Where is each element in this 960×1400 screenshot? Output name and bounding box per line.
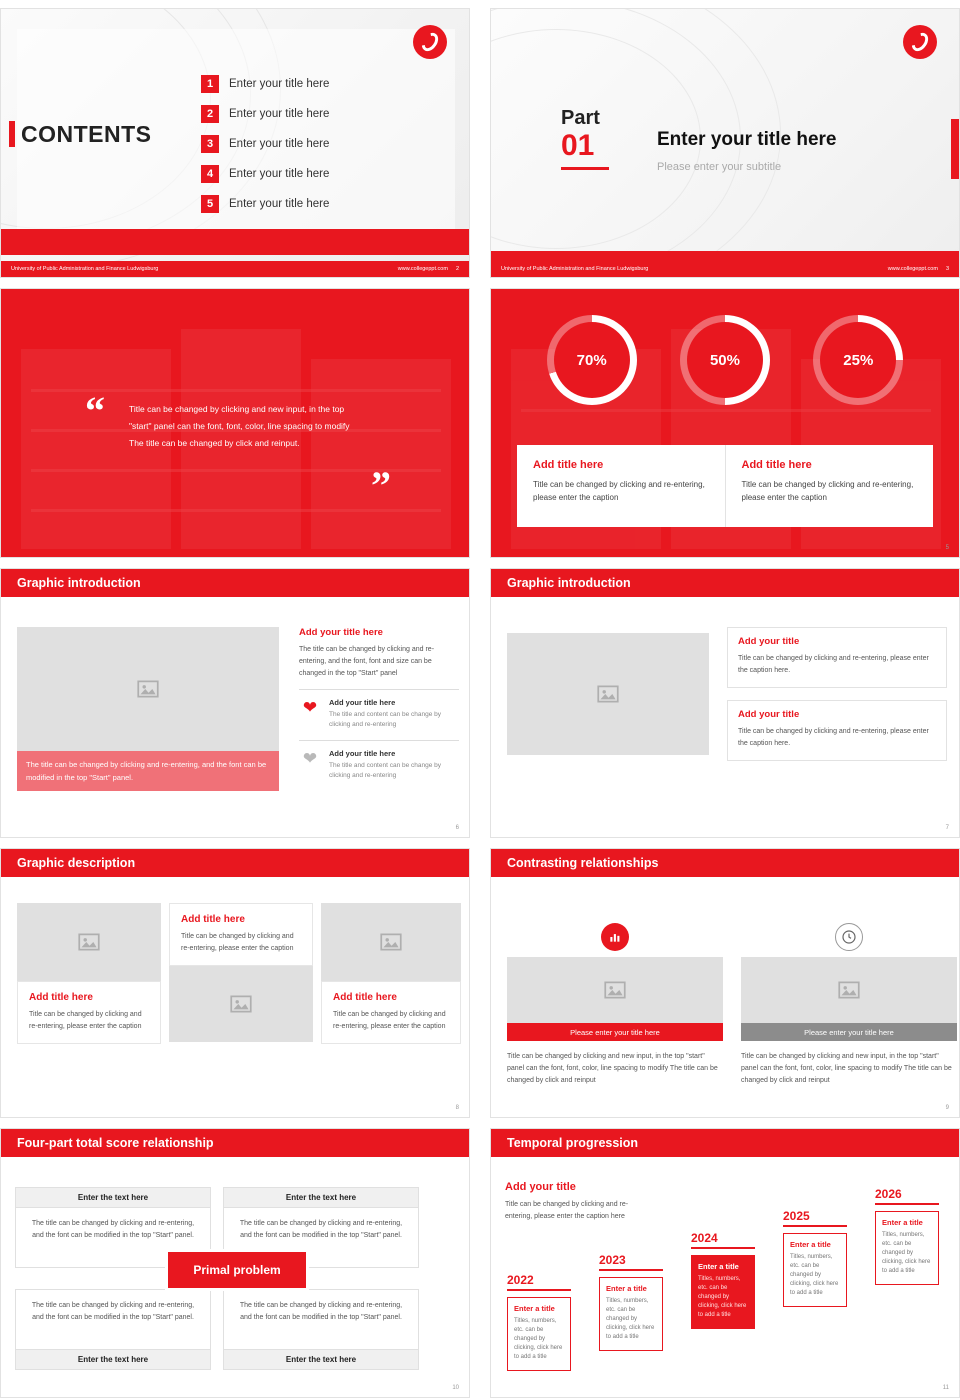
step-card[interactable] xyxy=(507,1297,571,1371)
step-year: 2026 xyxy=(875,1187,902,1201)
timeline-step[interactable] xyxy=(691,1231,755,1329)
header-title: Contrasting relationships xyxy=(507,856,659,870)
text-box[interactable] xyxy=(17,981,161,1044)
step-year: 2025 xyxy=(783,1209,810,1223)
slide-header xyxy=(491,569,959,597)
step-card[interactable] xyxy=(599,1277,663,1351)
image-icon xyxy=(76,929,102,955)
image-placeholder[interactable] xyxy=(169,966,313,1042)
block-text: Title can be changed by clicking and re-entering, please enter the caption here. xyxy=(738,728,929,747)
description: Title can be changed by clicking and new input, in the top "start" panel can the font, font, color, line spacing to modify The title can be changed by click and reinput xyxy=(741,1053,952,1084)
list-item[interactable] xyxy=(201,135,329,153)
info-block[interactable] xyxy=(727,627,947,688)
footer-site: www.collegeppt.com xyxy=(887,266,938,272)
header-title: Temporal progression xyxy=(507,1136,639,1150)
divider xyxy=(299,740,459,741)
info-card[interactable] xyxy=(517,445,725,527)
list-item[interactable] xyxy=(299,698,459,730)
step-text: Titles, numbers, etc. can be changed by clicking, click here to add a title xyxy=(882,1232,931,1274)
step-year: 2024 xyxy=(691,1231,718,1245)
toc-label: Enter your title here xyxy=(229,198,330,210)
step-underline xyxy=(507,1289,571,1291)
image-placeholder[interactable] xyxy=(17,627,279,751)
slide-four-part-relationship[interactable] xyxy=(0,1128,470,1398)
info-card-group xyxy=(517,445,933,527)
accent-band xyxy=(491,251,959,261)
page-title: CONTENTS xyxy=(21,121,152,147)
item-title: Add your title here xyxy=(329,698,396,707)
block-title: Add your title xyxy=(738,636,800,647)
list-item[interactable] xyxy=(201,165,329,183)
slide-header xyxy=(1,1129,469,1157)
quadrant-body: The title can be changed by clicking and re-entering, and the font can be modified in the top "Start" panel. xyxy=(223,1289,419,1349)
accent-bar-right xyxy=(951,119,959,179)
list-item[interactable] xyxy=(201,75,329,93)
section-text: The title can be changed by clicking and re-entering, and the font, font and size can be changed in the top "Start" panel xyxy=(299,646,435,677)
step-text: Titles, numbers, etc. can be changed by clicking, click here to add a title xyxy=(790,1254,839,1296)
quote-open-icon: “ xyxy=(85,388,105,433)
donut-value: 25% xyxy=(843,351,874,369)
item-text: The title and content can be change by clicking and re-entering xyxy=(329,711,442,728)
step-underline xyxy=(691,1247,755,1249)
slide-quote[interactable] xyxy=(0,288,470,558)
quote-text: Title can be changed by clicking and new input, in the top "start" panel can the font, font, color, line spacing to modify The title can be changed by click and reinput. xyxy=(129,404,350,448)
title-accent-bar xyxy=(9,121,15,147)
info-block[interactable] xyxy=(727,700,947,761)
title-bar: Please enter your title here xyxy=(741,1023,957,1041)
step-card[interactable] xyxy=(783,1233,847,1307)
brand-logo-icon xyxy=(903,25,937,59)
quadrant-head: Enter the text here xyxy=(223,1349,419,1370)
card-text: Title can be changed by clicking and re-entering, please enter the caption xyxy=(741,480,914,502)
image-placeholder[interactable] xyxy=(17,903,161,981)
section-title: Add your title here xyxy=(299,627,383,638)
step-text: Titles, numbers, etc. can be changed by clicking, click here to add a title xyxy=(606,1298,655,1340)
step-title: Enter a title xyxy=(606,1284,647,1293)
donut-value: 70% xyxy=(576,351,607,369)
quadrant-bottom-right[interactable] xyxy=(223,1289,419,1370)
right-content xyxy=(299,627,459,791)
list-item[interactable] xyxy=(299,749,459,781)
toc-number: 4 xyxy=(201,165,219,183)
step-underline xyxy=(599,1269,663,1271)
toc-label: Enter your title here xyxy=(229,138,330,150)
heart-icon: ❤ xyxy=(302,698,318,717)
column-2 xyxy=(169,903,313,1042)
step-text: Titles, numbers, etc. can be changed by clicking, click here to add a title xyxy=(698,1276,747,1318)
quadrant-head: Enter the text here xyxy=(15,1349,211,1370)
description: Title can be changed by clicking and new input, in the top "start" panel can the font, font, color, line spacing to modify The title can be changed by click and reinput xyxy=(507,1053,718,1084)
header-title: Graphic description xyxy=(17,856,136,870)
image-placeholder[interactable] xyxy=(741,957,957,1023)
text-box[interactable] xyxy=(169,903,313,966)
image-placeholder[interactable] xyxy=(507,633,709,755)
box-title: Add title here xyxy=(333,992,397,1003)
column-3 xyxy=(321,903,461,1044)
box-title: Add title here xyxy=(181,914,245,925)
card-title: Add title here xyxy=(741,459,812,471)
slide-statistics[interactable] xyxy=(490,288,960,558)
part-label: Part xyxy=(561,107,600,129)
page-number: 8 xyxy=(455,1105,459,1111)
card-title: Add title here xyxy=(533,459,604,471)
image-icon xyxy=(602,977,628,1003)
comparison-item-right xyxy=(741,923,957,1087)
page-number: 6 xyxy=(455,825,459,831)
timeline-step[interactable] xyxy=(599,1253,663,1351)
toc-number: 2 xyxy=(201,105,219,123)
step-card[interactable] xyxy=(875,1211,939,1285)
header-title: Graphic introduction xyxy=(17,576,141,590)
box-text: Title can be changed by clicking and re-entering, please enter the caption xyxy=(333,1011,446,1030)
text-box[interactable] xyxy=(321,981,461,1044)
quadrant-body: The title can be changed by clicking and re-entering, and the font can be modified in the top "Start" panel. xyxy=(15,1208,211,1268)
brand-logo-icon xyxy=(413,25,447,59)
step-title: Enter a title xyxy=(882,1218,923,1227)
intro-title: Add your title xyxy=(505,1181,576,1193)
page-number: 9 xyxy=(945,1105,949,1111)
card-text: Title can be changed by clicking and re-entering, please enter the caption xyxy=(533,480,705,502)
slide-contents[interactable] xyxy=(0,8,470,278)
donut-chart xyxy=(547,315,637,405)
step-title: Enter a title xyxy=(790,1240,831,1249)
image-icon xyxy=(135,676,161,702)
step-title: Enter a title xyxy=(514,1304,555,1313)
timeline-step[interactable] xyxy=(783,1209,847,1307)
quadrant-head: Enter the text here xyxy=(223,1187,419,1208)
slide-header xyxy=(491,1129,959,1157)
item-title: Add your title here xyxy=(329,749,396,758)
toc-label: Enter your title here xyxy=(229,108,330,120)
divider xyxy=(299,689,459,690)
slide-header xyxy=(1,569,469,597)
page-number: 7 xyxy=(945,825,949,831)
list-item[interactable] xyxy=(201,195,329,213)
step-title: Enter a title xyxy=(698,1262,739,1271)
footer-site: www.collegeppt.com xyxy=(397,266,448,272)
image-icon xyxy=(378,929,404,955)
image-icon xyxy=(228,991,254,1017)
table-of-contents xyxy=(201,75,329,225)
step-card[interactable] xyxy=(691,1255,755,1329)
quadrant-body: The title can be changed by clicking and re-entering, and the font can be modified in the top "Start" panel. xyxy=(223,1208,419,1268)
image-icon xyxy=(595,681,621,707)
donut-value: 50% xyxy=(709,351,740,369)
intro-block xyxy=(505,1181,633,1223)
step-text: Titles, numbers, etc. can be changed by clicking, click here to add a title xyxy=(514,1318,563,1360)
toc-label: Enter your title here xyxy=(229,168,330,180)
step-underline xyxy=(783,1225,847,1227)
list-item[interactable] xyxy=(201,105,329,123)
heart-gray-icon: ❤ xyxy=(302,749,318,768)
toc-number: 1 xyxy=(201,75,219,93)
box-text: Title can be changed by clicking and re-entering, please enter the caption xyxy=(29,1011,142,1030)
page-number: 5 xyxy=(945,545,949,551)
quadrant-body: The title can be changed by clicking and re-entering, and the font can be modified in the top "Start" panel. xyxy=(15,1289,211,1349)
toc-number: 3 xyxy=(201,135,219,153)
image-placeholder[interactable] xyxy=(507,957,723,1023)
column-1 xyxy=(17,903,161,1044)
section-subtitle: Please enter your subtitle xyxy=(657,161,782,173)
slide-footer xyxy=(1,261,469,277)
footer-institution: University of Public Administration and Finance Ludwigsburg xyxy=(501,266,649,272)
image-placeholder[interactable] xyxy=(321,903,461,981)
page-number: 11 xyxy=(942,1385,949,1391)
block-title: Add your title xyxy=(738,709,800,720)
bar-chart-icon xyxy=(601,923,629,951)
page-number: 10 xyxy=(452,1385,459,1391)
part-underline xyxy=(561,167,609,170)
comparison-item-left xyxy=(507,923,723,1087)
image-caption: The title can be changed by clicking and re-entering, and the font can be modified in the top "Start" panel. xyxy=(17,751,279,791)
toc-number: 5 xyxy=(201,195,219,213)
timeline-step[interactable] xyxy=(507,1273,571,1371)
slide-temporal-progression[interactable] xyxy=(490,1128,960,1398)
slide-graphic-introduction-a[interactable] xyxy=(0,568,470,838)
donut-chart xyxy=(813,315,903,405)
header-title: Four-part total score relationship xyxy=(17,1136,214,1150)
step-underline xyxy=(875,1203,939,1205)
step-year: 2023 xyxy=(599,1253,626,1267)
block-text: Title can be changed by clicking and re-entering, please enter the caption here. xyxy=(738,655,929,674)
title-bar: Please enter your title here xyxy=(507,1023,723,1041)
donut-chart-group xyxy=(491,315,959,405)
clock-icon xyxy=(835,923,863,951)
timeline-step[interactable] xyxy=(875,1187,939,1285)
right-content xyxy=(727,627,947,773)
part-number: 01 xyxy=(561,129,595,162)
step-year: 2022 xyxy=(507,1273,534,1287)
page-number: 3 xyxy=(945,266,949,272)
info-card[interactable] xyxy=(725,445,934,527)
center-label: Primal problem xyxy=(165,1249,309,1291)
quadrant-bottom-left[interactable] xyxy=(15,1289,211,1370)
quote-close-icon: ” xyxy=(371,463,391,508)
image-icon xyxy=(836,977,862,1003)
slide-contrasting-relationships[interactable] xyxy=(490,848,960,1118)
intro-text: Title can be changed by clicking and re-entering, please enter the caption here xyxy=(505,1201,629,1220)
item-text: The title and content can be change by clicking and re-entering xyxy=(329,762,442,779)
section-title: Enter your title here xyxy=(657,129,837,150)
slide-footer xyxy=(491,261,959,277)
header-title: Graphic introduction xyxy=(507,576,631,590)
toc-label: Enter your title here xyxy=(229,78,330,90)
quadrant-head: Enter the text here xyxy=(15,1187,211,1208)
slide-header xyxy=(491,849,959,877)
slide-header xyxy=(1,849,469,877)
box-text: Title can be changed by clicking and re-entering, please enter the caption xyxy=(181,933,294,952)
footer-institution: University of Public Administration and Finance Ludwigsburg xyxy=(11,266,159,272)
box-title: Add title here xyxy=(29,992,93,1003)
slide-graphic-description[interactable] xyxy=(0,848,470,1118)
accent-band xyxy=(1,229,469,255)
slide-graphic-introduction-b[interactable] xyxy=(490,568,960,838)
page-number: 2 xyxy=(455,266,459,272)
slide-section-divider[interactable] xyxy=(490,8,960,278)
donut-chart xyxy=(680,315,770,405)
